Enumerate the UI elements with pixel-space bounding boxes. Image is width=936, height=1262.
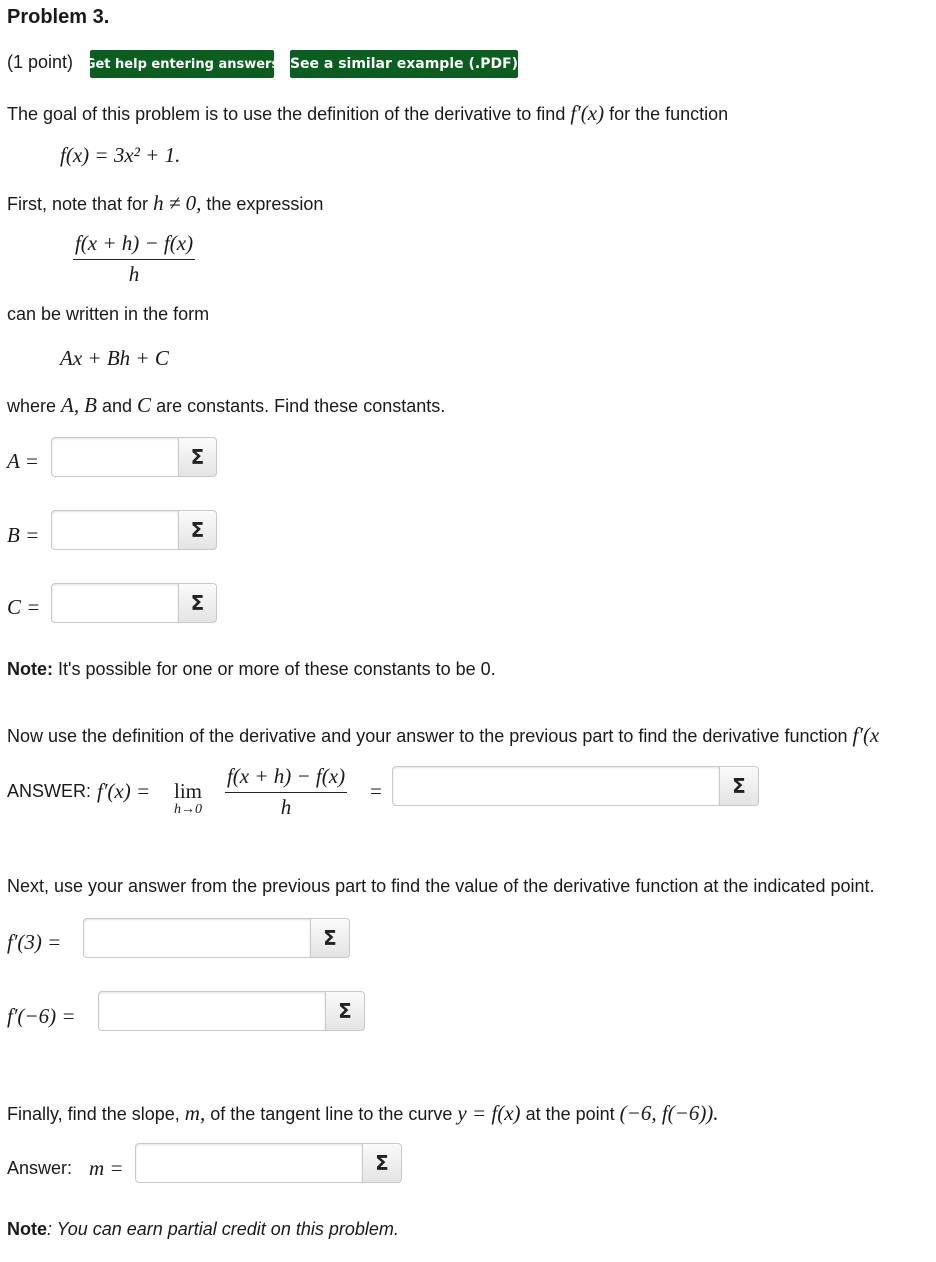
derivative-instruction-text: Now use the definition of the derivative and your answer to the previous part to find the derivative function: [7, 726, 848, 746]
note-constants: [7, 659, 496, 680]
var-c: C: [137, 393, 152, 417]
note-text: It's possible for one or more of these constants to be 0.: [58, 659, 496, 679]
intro-text-after: for the function: [609, 104, 729, 124]
equation-editor-derivative-button[interactable]: [720, 766, 759, 806]
lim-subscript: h→0: [174, 802, 202, 817]
label-fprime-neg6: f′(−6) =: [7, 1004, 76, 1028]
fprime-3-input[interactable]: [83, 918, 311, 958]
h-condition: h ≠ 0,: [153, 191, 202, 215]
equals-sign: =: [370, 779, 382, 803]
first-note-pre: First, note that for: [7, 194, 149, 214]
similar-example-pdf-button[interactable]: See a similar example (.PDF): [290, 50, 518, 78]
difference-quotient-denominator: h: [128, 262, 140, 286]
form-expression: Ax + Bh + C: [60, 346, 169, 370]
m-equals: m =: [89, 1156, 124, 1180]
equation-editor-c-button[interactable]: [179, 583, 217, 623]
constant-b-input[interactable]: [51, 510, 179, 550]
constants-line: [7, 393, 445, 418]
sigma-icon: Σ: [323, 926, 337, 950]
curve-expression: y = f(x): [457, 1101, 521, 1125]
sigma-icon: Σ: [190, 591, 205, 615]
note-label: Note:: [7, 659, 53, 679]
answer-label: ANSWER:: [7, 781, 92, 801]
written-form-text: can be written in the form: [7, 304, 210, 324]
partial-credit-label: Note: [7, 1219, 47, 1239]
slope-instruction: [7, 1101, 719, 1126]
partial-credit-text: : You can earn partial credit on this problem.: [47, 1219, 399, 1239]
and-word: and: [101, 396, 133, 416]
slope-text-at: at the point: [525, 1104, 615, 1124]
equation-editor-b-button[interactable]: [179, 510, 217, 550]
limit-denominator: h: [280, 795, 292, 819]
derivative-instruction: [7, 723, 879, 748]
var-b: B: [84, 393, 97, 417]
partial-credit-note: [7, 1219, 399, 1240]
sigma-icon: Σ: [190, 518, 205, 542]
function-definition: [60, 143, 180, 168]
equation-editor-slope-button[interactable]: [363, 1143, 402, 1183]
label-fprime-3: f′(3) =: [7, 930, 62, 954]
fprime-equals: f′(x) =: [97, 779, 151, 803]
first-note-post: the expression: [206, 194, 324, 214]
limit-numerator: f(x + h) − f(x): [225, 764, 347, 793]
where-pre: where: [7, 396, 57, 416]
limit-fraction: [212, 764, 360, 820]
fprime-cut: f′(x: [852, 723, 880, 747]
where-post: are constants. Find these constants.: [156, 396, 446, 416]
sigma-icon: Σ: [732, 774, 746, 798]
sigma-icon: Σ: [338, 999, 352, 1023]
sigma-icon: Σ: [375, 1151, 389, 1175]
limit-operator: [174, 779, 202, 818]
slope-input[interactable]: [135, 1143, 363, 1183]
intro-text-before: The goal of this problem is to use the definition of the derivative to find: [7, 104, 566, 124]
constant-a-input[interactable]: [51, 437, 179, 477]
difference-quotient-numerator: f(x + h) − f(x): [73, 231, 195, 260]
label-a: A =: [7, 449, 39, 473]
equation-editor-a-button[interactable]: [179, 437, 217, 477]
label-c: C =: [7, 595, 41, 619]
sigma-icon: Σ: [190, 445, 205, 469]
slope-text-pre: Finally, find the slope,: [7, 1104, 180, 1124]
intro-fprime: f′(x): [570, 101, 605, 125]
constant-c-input[interactable]: [51, 583, 179, 623]
lim-word: lim: [174, 779, 203, 803]
point-expression: (−6, f(−6)).: [619, 1101, 719, 1125]
fprime-neg6-input[interactable]: [98, 991, 326, 1031]
evaluate-instruction: Next, use your answer from the previous part to find the value of the derivative function at the indicated point.: [7, 876, 875, 896]
var-a: A,: [61, 393, 80, 417]
slope-text-mid: of the tangent line to the curve: [210, 1104, 453, 1124]
difference-quotient: [60, 231, 208, 287]
derivative-function-input[interactable]: [392, 766, 720, 806]
label-b: B =: [7, 523, 40, 547]
points-label: (1 point): [7, 52, 74, 72]
function-expression: f(x) = 3x² + 1.: [60, 143, 181, 167]
help-entering-answers-button[interactable]: Get help entering answers: [90, 50, 274, 78]
first-note-line: [7, 191, 323, 216]
intro-line: [7, 101, 728, 126]
m-var: m,: [184, 1101, 206, 1125]
problem-title: Problem 3.: [7, 6, 110, 28]
equation-editor-fprime-3-button[interactable]: [311, 918, 350, 958]
equation-editor-fprime-neg6-button[interactable]: [326, 991, 365, 1031]
slope-answer-label: Answer:: [7, 1158, 73, 1178]
